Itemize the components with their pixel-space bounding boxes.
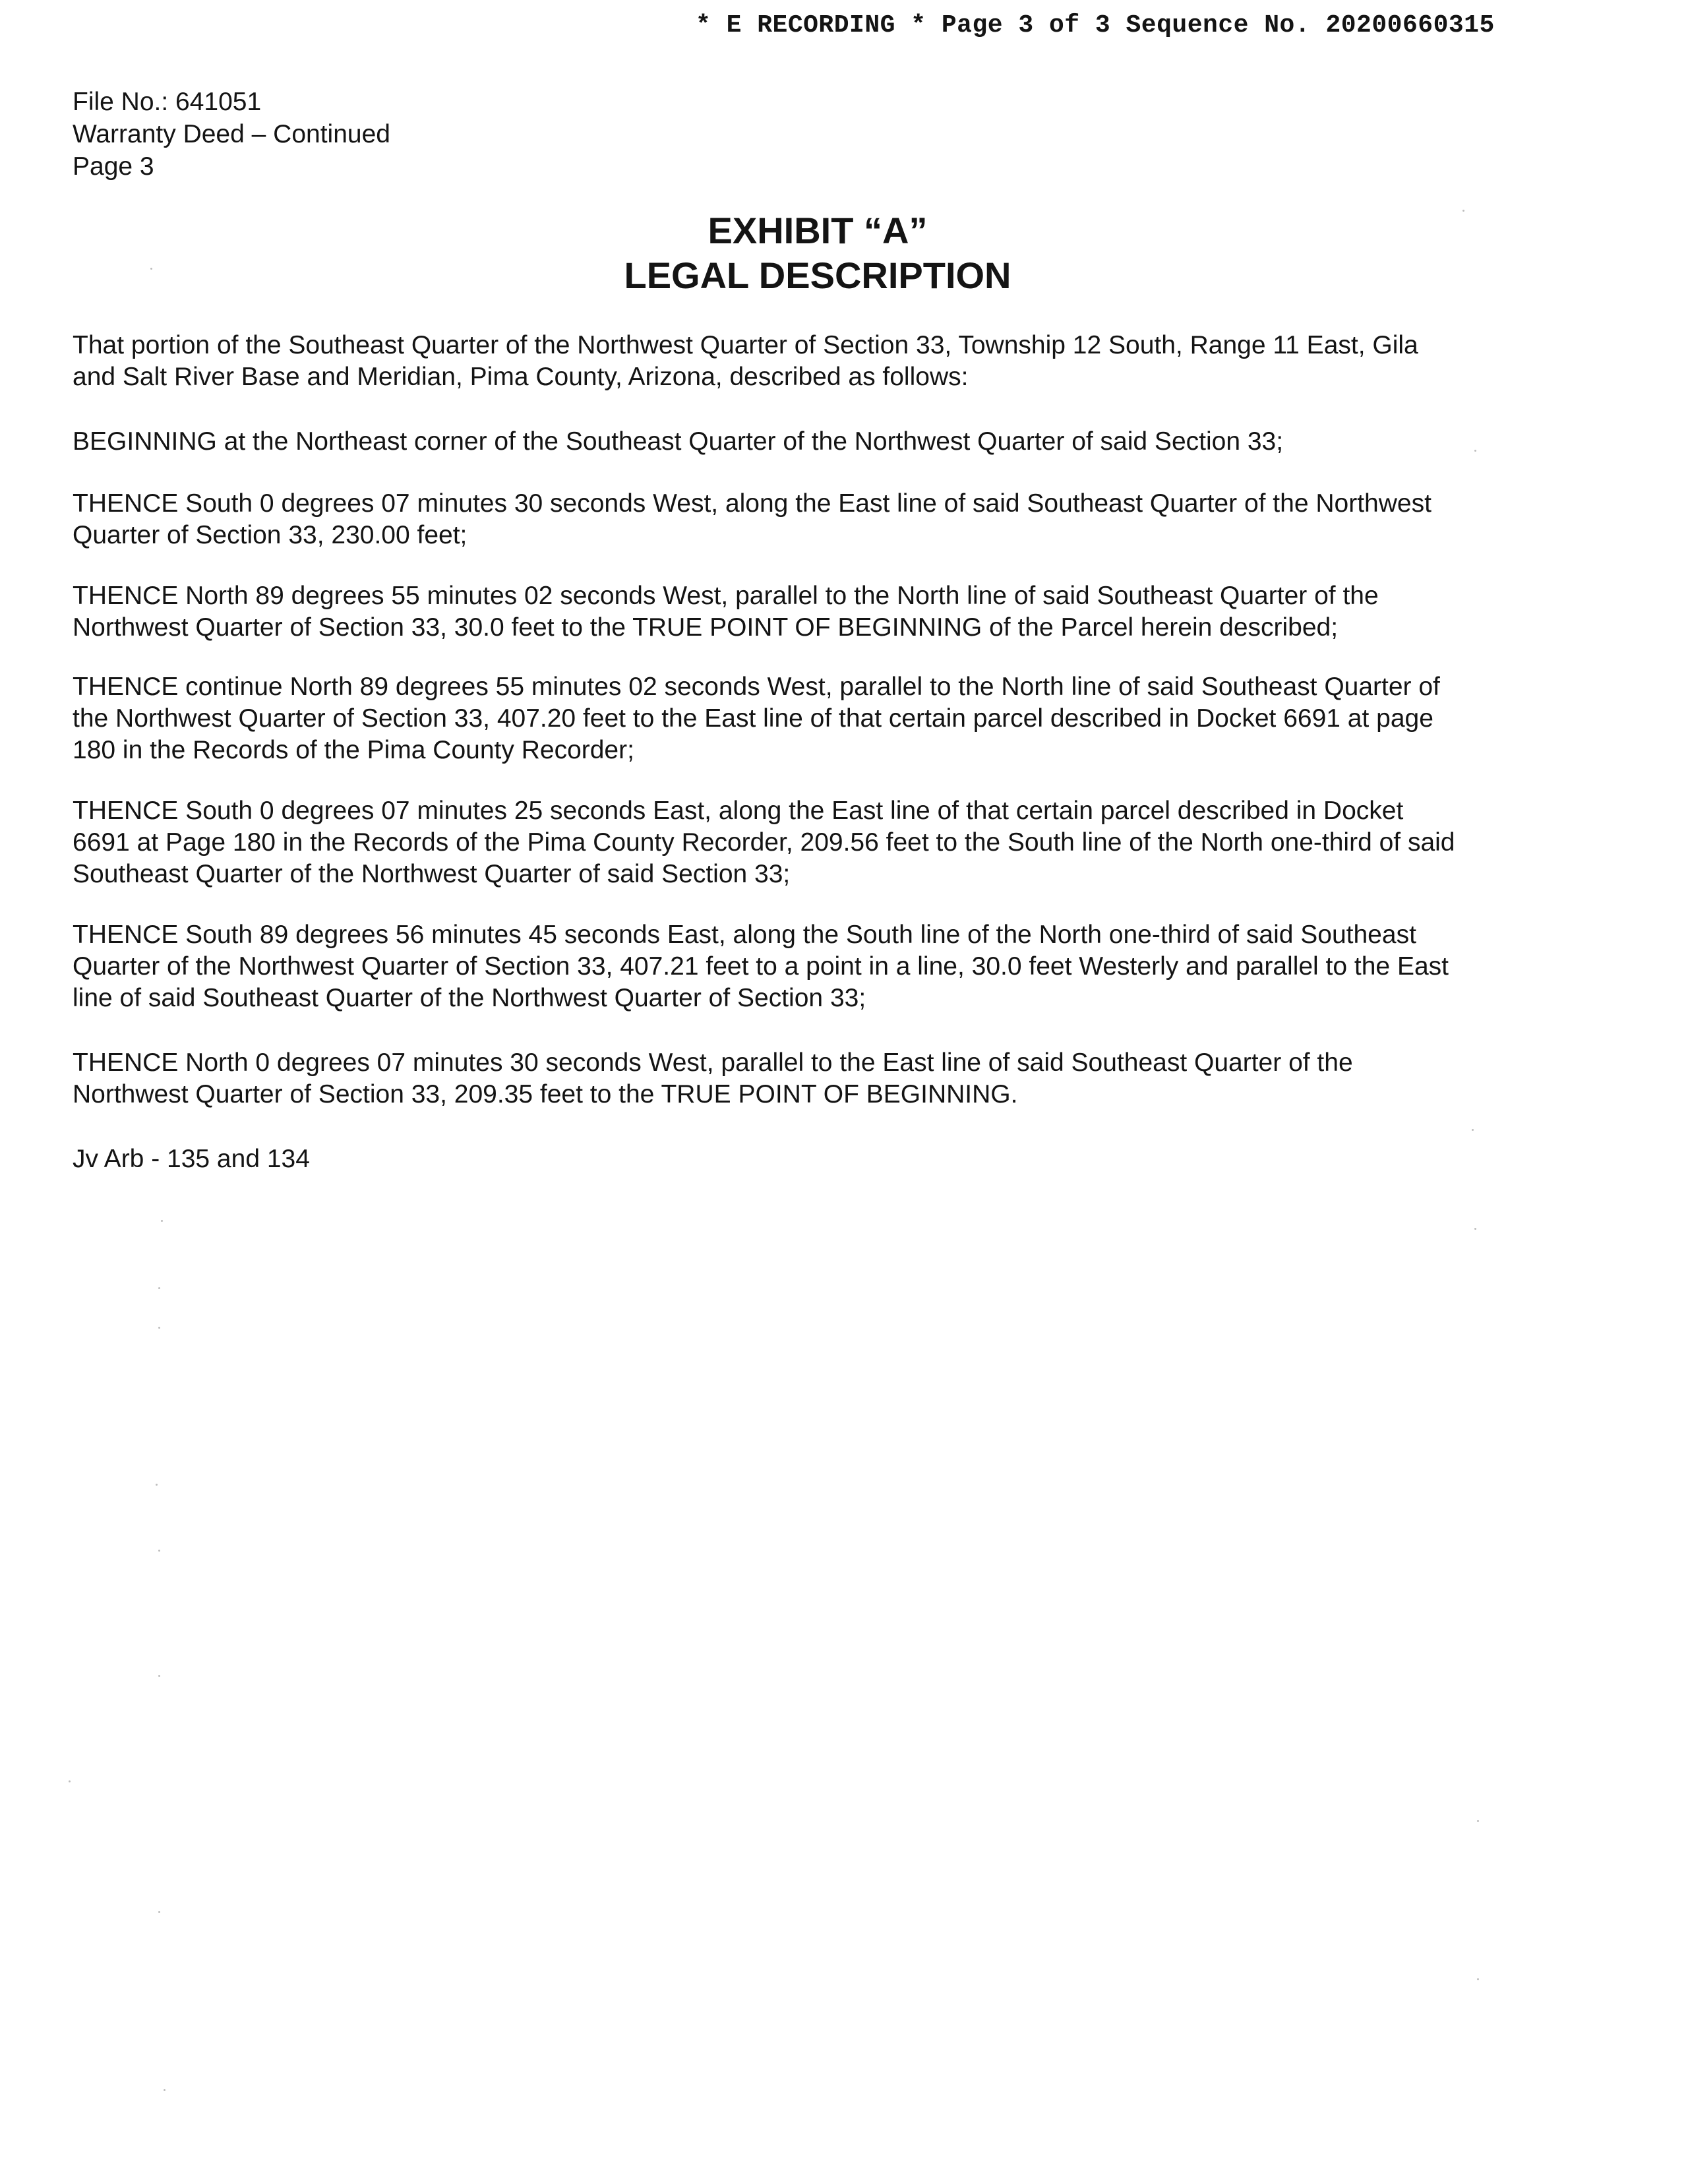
scan-speck	[161, 1220, 163, 1222]
paragraph-line: THENCE North 89 degrees 55 minutes 02 seconds West, parallel to the North line of said Southeast Quarter of the	[73, 582, 1379, 610]
paragraph-line: THENCE South 89 degrees 56 minutes 45 seconds East, along the South line of the North one-third of said Southeast	[73, 921, 1416, 949]
legal-paragraph	[73, 1143, 1563, 1175]
paragraph-line: and Salt River Base and Meridian, Pima County, Arizona, described as follows:	[73, 363, 969, 391]
file-info-block	[73, 86, 390, 183]
file-number: File No.: 641051	[73, 88, 262, 116]
scan-speck	[156, 1484, 158, 1486]
paragraph-line: Northwest Quarter of Section 33, 209.35 feet to the TRUE POINT OF BEGINNING.	[73, 1080, 1018, 1108]
paragraph-line: Quarter of Section 33, 230.00 feet;	[73, 521, 467, 549]
paragraph-line: THENCE South 0 degrees 07 minutes 25 seconds East, along the East line of that certain parcel described in Docket	[73, 797, 1404, 825]
paragraph-line: the Northwest Quarter of Section 33, 407.20 feet to the East line of that certain parcel described in Docket 6691 at page	[73, 704, 1433, 733]
scan-speck	[1477, 1820, 1479, 1822]
recording-header: * E RECORDING * Page 3 of 3 Sequence No. 20200660315	[696, 11, 1495, 40]
scan-speck	[1472, 1129, 1474, 1131]
legal-paragraph	[73, 795, 1563, 890]
scan-speck	[1477, 1978, 1479, 1980]
document-type: Warranty Deed – Continued	[73, 120, 390, 148]
paragraph-line: BEGINNING at the Northeast corner of the Southeast Quarter of the Northwest Quarter of said Section 33;	[73, 427, 1284, 456]
scan-speck	[158, 1327, 160, 1329]
paragraph-line: line of said Southeast Quarter of the Northwest Quarter of Section 33;	[73, 984, 866, 1012]
page-label: Page 3	[73, 152, 154, 181]
legal-paragraph	[73, 1047, 1563, 1110]
legal-paragraph	[73, 488, 1563, 551]
scan-speck	[158, 1911, 160, 1913]
paragraph-line: Northwest Quarter of Section 33, 30.0 feet to the TRUE POINT OF BEGINNING of the Parcel herein described;	[73, 613, 1339, 642]
paragraph-line: Quarter of the Northwest Quarter of Section 33, 407.21 feet to a point in a line, 30.0 feet Westerly and parallel to the East	[73, 952, 1449, 981]
paragraph-line: 180 in the Records of the Pima County Recorder;	[73, 736, 634, 764]
scan-speck	[158, 1550, 160, 1552]
scan-speck	[69, 1780, 71, 1782]
paragraph-line: THENCE South 0 degrees 07 minutes 30 seconds West, along the East line of said Southeast Quarter of the Northwest	[73, 489, 1432, 518]
scan-speck	[164, 2089, 166, 2091]
scan-speck	[1462, 210, 1464, 212]
paragraph-line: Southeast Quarter of the Northwest Quarter of said Section 33;	[73, 860, 791, 888]
scan-speck	[158, 1675, 160, 1677]
paragraph-line: THENCE North 0 degrees 07 minutes 30 seconds West, parallel to the East line of said Southeast Quarter of the	[73, 1048, 1353, 1077]
scan-speck	[150, 268, 152, 270]
exhibit-title: EXHIBIT “A”	[708, 210, 928, 251]
legal-paragraph	[73, 919, 1563, 1014]
legal-paragraph	[73, 426, 1563, 458]
paragraph-line: 6691 at Page 180 in the Records of the Pima County Recorder, 209.56 feet to the South line of the North one-third of said	[73, 828, 1455, 857]
legal-paragraph	[73, 580, 1563, 644]
paragraph-line: That portion of the Southeast Quarter of the Northwest Quarter of Section 33, Township 12 South, Range 11 East, Gila	[73, 331, 1418, 359]
scan-speck	[1474, 1228, 1476, 1230]
legal-paragraph	[73, 330, 1563, 393]
legal-paragraph	[73, 671, 1563, 766]
exhibit-subtitle: LEGAL DESCRIPTION	[624, 255, 1011, 296]
scan-speck	[158, 1287, 160, 1289]
scan-speck	[1474, 450, 1476, 452]
paragraph-line: THENCE continue North 89 degrees 55 minutes 02 seconds West, parallel to the North line of said Southeast Quarter of	[73, 673, 1440, 701]
paragraph-line: Jv Arb - 135 and 134	[73, 1145, 310, 1173]
